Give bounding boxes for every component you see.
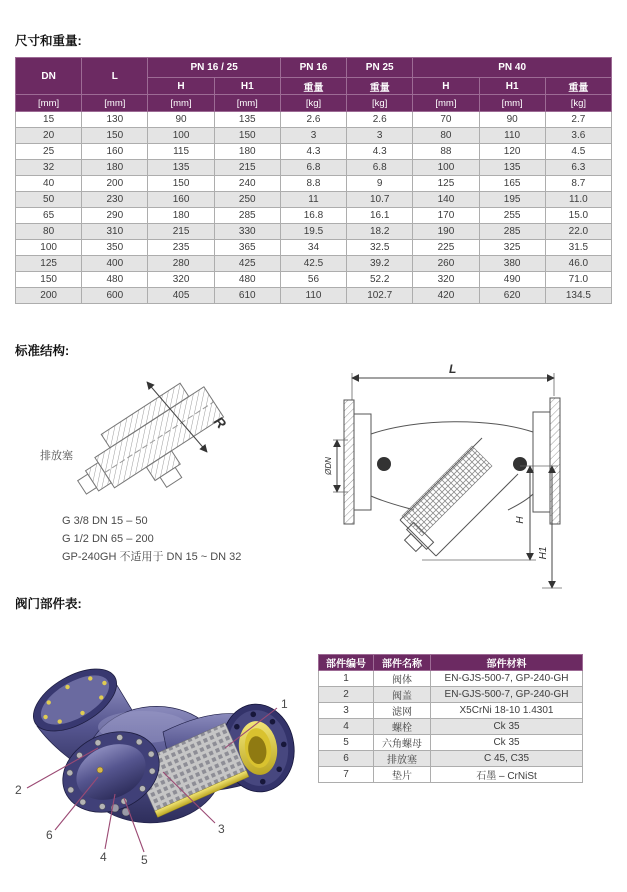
table-row — [16, 160, 612, 176]
table-cell: 235 — [148, 240, 214, 256]
table-cell: 2 — [319, 687, 374, 703]
col-pn25: PN 25 — [347, 58, 413, 78]
table-cell: 80 — [413, 128, 479, 144]
table-row — [319, 671, 583, 687]
table-cell: 330 — [214, 224, 280, 240]
table-cell: 425 — [214, 256, 280, 272]
table-cell: 200 — [82, 176, 148, 192]
r-dimension-label: R — [210, 413, 230, 432]
table-cell: 135 — [479, 160, 545, 176]
table-cell: 32 — [16, 160, 82, 176]
right-flange-section — [533, 398, 560, 524]
table-cell: 285 — [479, 224, 545, 240]
table-cell: 31.5 — [545, 240, 611, 256]
table-cell: 20 — [16, 128, 82, 144]
drain-plug-drawing — [55, 360, 265, 510]
table-row — [319, 703, 583, 719]
table-row — [319, 767, 583, 783]
table-row — [16, 176, 612, 192]
table-cell: 4.5 — [545, 144, 611, 160]
h-dimension-label: H — [515, 516, 526, 524]
unit-cell: [mm] — [82, 95, 148, 112]
table-cell: 110 — [280, 288, 346, 304]
table-row — [16, 128, 612, 144]
table-cell: 3.6 — [545, 128, 611, 144]
col-h: H — [148, 78, 214, 95]
table-cell: 15.0 — [545, 208, 611, 224]
table-cell: 170 — [413, 208, 479, 224]
table-row — [16, 272, 612, 288]
col-weight: 重量 — [545, 78, 611, 95]
dimensions-table — [15, 57, 612, 304]
table-cell: 150 — [214, 128, 280, 144]
table-cell: 34 — [280, 240, 346, 256]
note-line: G 1/2 DN 65 – 200 — [62, 533, 154, 545]
table-cell: 100 — [413, 160, 479, 176]
table-cell: 600 — [82, 288, 148, 304]
table-cell: 215 — [214, 160, 280, 176]
table-cell: 90 — [148, 112, 214, 128]
table-cell: 排放塞 — [374, 751, 431, 767]
table-cell: 4.3 — [347, 144, 413, 160]
table-cell: 25 — [16, 144, 82, 160]
table-cell: 135 — [148, 160, 214, 176]
table-cell: 6.8 — [280, 160, 346, 176]
table-cell: 65 — [16, 208, 82, 224]
col-pn1625: PN 16 / 25 — [148, 58, 280, 78]
table-cell: 280 — [148, 256, 214, 272]
table-cell: 2.6 — [280, 112, 346, 128]
dn-dimension-label: ØDN — [324, 457, 333, 475]
drain-plug-label: 排放塞 — [40, 450, 73, 462]
table-row — [16, 144, 612, 160]
standard-structure-heading: 标准结构: — [15, 344, 70, 358]
parts-table-body — [319, 671, 583, 783]
table-cell: 610 — [214, 288, 280, 304]
table-cell: 阀体 — [374, 671, 431, 687]
table-row — [319, 735, 583, 751]
parts-table — [318, 654, 583, 783]
table-cell: 200 — [16, 288, 82, 304]
table-cell: 70 — [413, 112, 479, 128]
table-cell: 620 — [479, 288, 545, 304]
table-cell: 90 — [479, 112, 545, 128]
table-cell: 88 — [413, 144, 479, 160]
table-cell: 160 — [148, 192, 214, 208]
table-cell: 290 — [82, 208, 148, 224]
table-row — [16, 256, 612, 272]
table-cell: EN-GJS-500-7, GP-240-GH — [431, 671, 583, 687]
valve-render — [3, 642, 318, 892]
l-dimension-label: L — [449, 362, 457, 376]
table-cell: Ck 35 — [431, 719, 583, 735]
table-cell: 160 — [82, 144, 148, 160]
note-line: G 3/8 DN 15 – 50 — [62, 515, 148, 527]
table-cell: 46.0 — [545, 256, 611, 272]
table-cell: 255 — [479, 208, 545, 224]
table-cell: 125 — [16, 256, 82, 272]
table-cell: 15 — [16, 112, 82, 128]
table-cell: 140 — [413, 192, 479, 208]
thread-notes — [62, 512, 241, 566]
table-cell: 260 — [413, 256, 479, 272]
col-weight: 重量 — [347, 78, 413, 95]
table-cell: 320 — [148, 272, 214, 288]
sectional-drawing — [322, 348, 625, 595]
parts-col-name: 部件名称 — [374, 655, 431, 671]
table-cell: 垫片 — [374, 767, 431, 783]
table-cell: 3 — [347, 128, 413, 144]
table-cell: 9 — [347, 176, 413, 192]
table-cell: 7 — [319, 767, 374, 783]
callout-4: 4 — [100, 850, 107, 864]
table-cell: 1 — [319, 671, 374, 687]
table-row — [319, 687, 583, 703]
parts-heading: 阀门部件表: — [15, 597, 82, 611]
unit-cell: [mm] — [479, 95, 545, 112]
table-cell: 215 — [148, 224, 214, 240]
table-cell: 180 — [148, 208, 214, 224]
table-row — [16, 112, 612, 128]
dimensions-heading: 尺寸和重量: — [15, 34, 82, 48]
table-row — [16, 288, 612, 304]
table-cell: 39.2 — [347, 256, 413, 272]
unit-cell: [mm] — [214, 95, 280, 112]
table-cell: 11.0 — [545, 192, 611, 208]
dimensions-table-body — [16, 112, 612, 304]
parts-header-row — [319, 655, 583, 671]
col-dn: DN — [16, 58, 82, 95]
col-l: L — [82, 58, 148, 95]
table-cell: 180 — [214, 144, 280, 160]
dims-units-row — [16, 95, 612, 112]
table-cell: 230 — [82, 192, 148, 208]
parts-col-number: 部件编号 — [319, 655, 374, 671]
table-cell: 150 — [148, 176, 214, 192]
table-cell: 螺栓 — [374, 719, 431, 735]
col-h: H — [413, 78, 479, 95]
unit-cell: [mm] — [16, 95, 82, 112]
table-cell: 115 — [148, 144, 214, 160]
col-pn40: PN 40 — [413, 58, 612, 78]
callout-5: 5 — [141, 853, 148, 867]
table-cell: 32.5 — [347, 240, 413, 256]
table-cell: 130 — [82, 112, 148, 128]
table-cell: 480 — [214, 272, 280, 288]
callout-1: 1 — [281, 697, 288, 711]
h1-dimension-label: H1 — [538, 546, 549, 560]
table-cell: 325 — [479, 240, 545, 256]
table-cell: 365 — [214, 240, 280, 256]
dims-header-row-1 — [16, 58, 612, 78]
table-row — [16, 192, 612, 208]
table-cell: 5 — [319, 735, 374, 751]
table-cell: 250 — [214, 192, 280, 208]
table-row — [16, 240, 612, 256]
table-cell: 2.7 — [545, 112, 611, 128]
table-cell: 134.5 — [545, 288, 611, 304]
callout-6: 6 — [46, 828, 53, 842]
drain-plug-3d — [97, 767, 103, 773]
table-cell: 310 — [82, 224, 148, 240]
table-cell: 六角螺母 — [374, 735, 431, 751]
body-section — [371, 422, 533, 556]
table-cell: 4.3 — [280, 144, 346, 160]
table-cell: 320 — [413, 272, 479, 288]
table-cell: 19.5 — [280, 224, 346, 240]
unit-cell: [mm] — [148, 95, 214, 112]
table-cell: 150 — [82, 128, 148, 144]
table-cell: 100 — [16, 240, 82, 256]
table-cell: X5CrNi 18-10 1.4301 — [431, 703, 583, 719]
table-row — [319, 751, 583, 767]
callout-3: 3 — [218, 822, 225, 836]
table-cell: 石墨 – CrNiSt — [431, 767, 583, 783]
table-cell: 8.7 — [545, 176, 611, 192]
table-cell: 135 — [214, 112, 280, 128]
table-cell: 8.8 — [280, 176, 346, 192]
drain-plug-section — [64, 373, 239, 510]
table-cell: 22.0 — [545, 224, 611, 240]
table-cell: 6.8 — [347, 160, 413, 176]
table-cell: 420 — [413, 288, 479, 304]
unit-cell: [kg] — [545, 95, 611, 112]
table-cell: 195 — [479, 192, 545, 208]
table-cell: 3 — [319, 703, 374, 719]
table-cell: 180 — [82, 160, 148, 176]
table-cell: 71.0 — [545, 272, 611, 288]
col-pn16: PN 16 — [280, 58, 346, 78]
table-cell: 165 — [479, 176, 545, 192]
col-h1: H1 — [479, 78, 545, 95]
table-cell: 100 — [148, 128, 214, 144]
parts-col-material: 部件材料 — [431, 655, 583, 671]
unit-cell: [kg] — [347, 95, 413, 112]
table-cell: 405 — [148, 288, 214, 304]
table-cell: 2.6 — [347, 112, 413, 128]
table-cell: 50 — [16, 192, 82, 208]
col-weight: 重量 — [280, 78, 346, 95]
table-row — [16, 208, 612, 224]
table-cell: 6 — [319, 751, 374, 767]
table-cell: 400 — [82, 256, 148, 272]
table-cell: 120 — [479, 144, 545, 160]
table-cell: 190 — [413, 224, 479, 240]
table-cell: 240 — [214, 176, 280, 192]
table-cell: 225 — [413, 240, 479, 256]
table-cell: 42.5 — [280, 256, 346, 272]
table-cell: 56 — [280, 272, 346, 288]
table-cell: 16.8 — [280, 208, 346, 224]
table-cell: 11 — [280, 192, 346, 208]
unit-cell: [mm] — [413, 95, 479, 112]
table-cell: 40 — [16, 176, 82, 192]
table-cell: 102.7 — [347, 288, 413, 304]
table-cell: 3 — [280, 128, 346, 144]
table-cell: 16.1 — [347, 208, 413, 224]
table-cell: Ck 35 — [431, 735, 583, 751]
table-cell: C 45, C35 — [431, 751, 583, 767]
table-cell: 滤网 — [374, 703, 431, 719]
table-cell: 285 — [214, 208, 280, 224]
table-cell: 490 — [479, 272, 545, 288]
table-cell: 10.7 — [347, 192, 413, 208]
col-h1: H1 — [214, 78, 280, 95]
table-cell: 480 — [82, 272, 148, 288]
table-cell: 380 — [479, 256, 545, 272]
table-cell: 350 — [82, 240, 148, 256]
note-line: GP-240GH 不适用于 DN 15 ~ DN 32 — [62, 551, 242, 563]
table-row — [16, 224, 612, 240]
table-row — [319, 719, 583, 735]
table-cell: 150 — [16, 272, 82, 288]
table-cell: 6.3 — [545, 160, 611, 176]
left-flange-section — [344, 400, 371, 524]
table-cell: 阀盖 — [374, 687, 431, 703]
table-cell: 125 — [413, 176, 479, 192]
table-cell: 110 — [479, 128, 545, 144]
table-cell: EN-GJS-500-7, GP-240-GH — [431, 687, 583, 703]
unit-cell: [kg] — [280, 95, 346, 112]
table-cell: 18.2 — [347, 224, 413, 240]
callout-2: 2 — [15, 783, 22, 797]
table-cell: 4 — [319, 719, 374, 735]
table-cell: 80 — [16, 224, 82, 240]
table-cell: 52.2 — [347, 272, 413, 288]
